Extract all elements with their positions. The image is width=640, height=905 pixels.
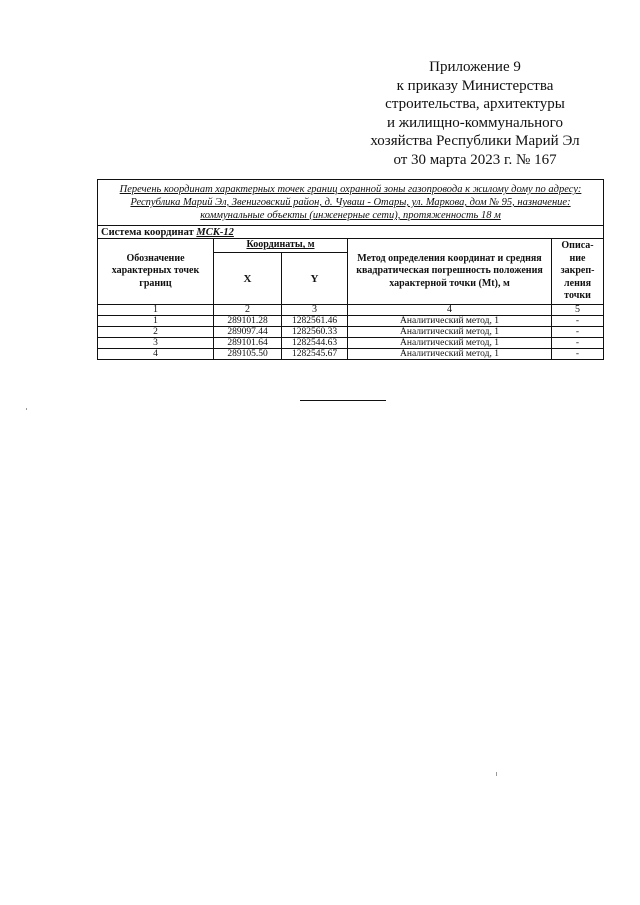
cell-description: - — [552, 349, 604, 360]
column-numbers-row — [98, 305, 604, 316]
cell-point: 3 — [98, 338, 214, 349]
header-description: Описа-ние закреп-ления точки — [552, 239, 604, 305]
scan-artifact — [26, 408, 27, 410]
appendix-line: Приложение 9 — [429, 59, 521, 75]
coordinate-system-value: МСК-12 — [196, 226, 234, 238]
column-number: 4 — [348, 305, 552, 316]
cell-description: - — [552, 327, 604, 338]
cell-method: Аналитический метод, 1 — [348, 316, 552, 327]
appendix-line: хозяйства Республики Марий Эл — [370, 133, 580, 149]
cell-y: 1282560.33 — [282, 327, 348, 338]
cell-y: 1282561.46 — [282, 316, 348, 327]
appendix-line: к приказу Министерства — [396, 77, 554, 94]
cell-x: 289101.64 — [214, 338, 282, 349]
cell-description: - — [552, 316, 604, 327]
coordinates-table — [97, 179, 604, 360]
cell-method: Аналитический метод, 1 — [348, 349, 552, 360]
appendix-header — [365, 58, 585, 169]
cell-y: 1282544.63 — [282, 338, 348, 349]
table-row — [98, 349, 604, 360]
cell-x: 289101.28 — [214, 316, 282, 327]
appendix-line: строительства, архитектуры — [385, 96, 565, 112]
cell-point: 2 — [98, 327, 214, 338]
cell-description: - — [552, 338, 604, 349]
cell-x: 289097.44 — [214, 327, 282, 338]
cell-y: 1282545.67 — [282, 349, 348, 360]
column-number: 2 — [214, 305, 282, 316]
table-caption: Перечень координат характерных точек границ охранной зоны газопровода к жилому дому по адресу: Республика Марий Эл, Звениговский район, д. Чуваш - Отары, ул. Маркова, дом № 95, назначение: коммунальные объекты (инженерные сети), протяженность 18 м — [98, 180, 604, 226]
cell-x: 289105.50 — [214, 349, 282, 360]
coordinate-system-row — [98, 226, 604, 239]
table-row — [98, 327, 604, 338]
column-number: 1 — [98, 305, 214, 316]
header-method: Метод определения координат и средняя квадратическая погрешность положения характерной точки (Mt), м — [348, 239, 552, 305]
cell-point: 1 — [98, 316, 214, 327]
cell-point: 4 — [98, 349, 214, 360]
header-coords: Координаты, м — [214, 239, 348, 253]
table-row — [98, 338, 604, 349]
coordinate-system-label: Система координат — [101, 226, 194, 238]
header-x: X — [214, 253, 282, 305]
cell-method: Аналитический метод, 1 — [348, 338, 552, 349]
column-number: 3 — [282, 305, 348, 316]
appendix-line: и жилищно-коммунального — [387, 114, 563, 131]
end-separator-line — [300, 400, 386, 401]
column-number: 5 — [552, 305, 604, 316]
cell-method: Аналитический метод, 1 — [348, 327, 552, 338]
header-point: Обозначение характерных точек границ — [98, 239, 214, 305]
table-row — [98, 316, 604, 327]
appendix-line: от 30 марта 2023 г. № 167 — [393, 151, 557, 168]
scan-artifact — [496, 772, 497, 776]
header-y: Y — [282, 253, 348, 305]
